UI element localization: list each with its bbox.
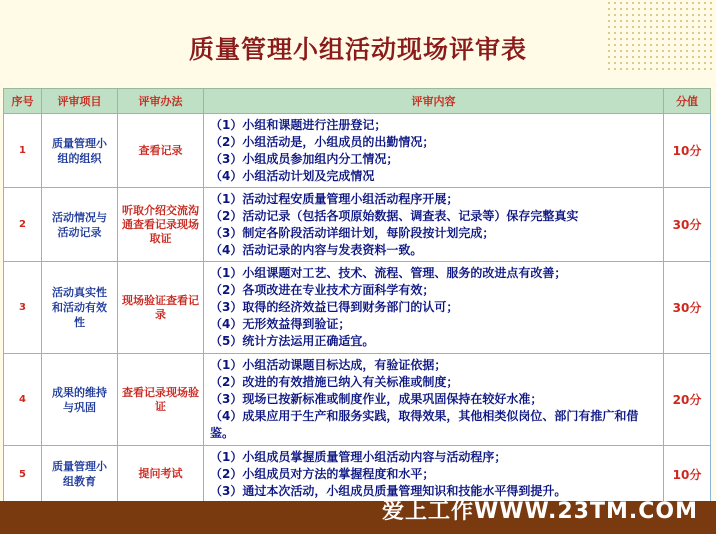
header-method: 评审办法: [118, 89, 204, 114]
review-content: [204, 114, 664, 188]
row-number: 4: [4, 354, 42, 446]
review-item: 质量管理小组的组织: [42, 114, 118, 188]
content-line: （3）小组成员参加组内分工情况；: [210, 151, 399, 166]
score-value: 20分: [664, 354, 711, 446]
header-content: 评审内容: [204, 89, 664, 114]
score-value: 30分: [664, 262, 711, 354]
review-method: 现场验证查看记录: [118, 262, 204, 354]
row-number: 5: [4, 446, 42, 503]
content-line: （2）小组活动是，小组成员的出勤情况；: [210, 134, 435, 149]
content-line: （1）小组课题对工艺、技术、流程、管理、服务的改进点有改善；: [210, 266, 567, 280]
content-line: （2）小组成员对方法的掌握程度和水平；: [210, 466, 435, 481]
content-line: （4）小组活动计划及完成情况: [210, 168, 375, 183]
review-content: [204, 354, 664, 446]
content-line: （4）无形效益得到验证；: [210, 317, 351, 331]
content-line: （4）成果应用于生产和服务实践，取得效果，其他相类似岗位、部门有推广和借鉴。: [210, 409, 639, 440]
content-line: （3）通过本次活动，小组成员质量管理知识和技能水平得到提升。: [210, 483, 567, 498]
table-row: [4, 354, 711, 446]
table-row: [4, 188, 711, 262]
row-number: 2: [4, 188, 42, 262]
review-method: 听取介绍交流沟通查看记录现场取证: [118, 188, 204, 262]
score-value: 30分: [664, 188, 711, 262]
review-method: 查看记录现场验证: [118, 354, 204, 446]
header-item: 评审项目: [42, 89, 118, 114]
page-title: 质量管理小组活动现场评审表: [188, 35, 527, 64]
header-score: 分值: [664, 89, 711, 114]
score-value: 10分: [664, 114, 711, 188]
review-item: 活动情况与活动记录: [42, 188, 118, 262]
review-item: 成果的维持与巩固: [42, 354, 118, 446]
content-line: （2）各项改进在专业技术方面科学有效；: [210, 283, 435, 297]
content-line: （3）现场已按新标准或制度作业，成果巩固保持在较好水准；: [210, 392, 543, 406]
review-method: 提问考试: [118, 446, 204, 503]
review-method: 查看记录: [118, 114, 204, 188]
review-item: 活动真实性和活动有效性: [42, 262, 118, 354]
watermark-text: 爱上工作WWW.23TM.COM: [382, 499, 698, 524]
content-line: （3）取得的经济效益已得到财务部门的认可；: [210, 300, 459, 314]
review-table: [3, 88, 711, 503]
content-line: （2）活动记录（包括各项原始数据、调查表、记录等）保存完整真实: [210, 208, 579, 223]
score-value: 10分: [664, 446, 711, 503]
header-no: 序号: [4, 89, 42, 114]
table-header-row: [4, 89, 711, 114]
table-row: [4, 114, 711, 188]
content-line: （5）统计方法运用正确适宜。: [210, 334, 375, 348]
content-line: （1）小组活动课题目标达成，有验证依据；: [210, 358, 447, 372]
content-line: （4）活动记录的内容与发表资料一致。: [210, 242, 423, 257]
content-line: （3）制定各阶段活动详细计划，每阶段按计划完成；: [210, 225, 495, 240]
content-line: （1）活动过程安质量管理小组活动程序开展；: [210, 191, 459, 206]
review-content: [204, 188, 664, 262]
review-item: 质量管理小组教育: [42, 446, 118, 503]
table-row: [4, 262, 711, 354]
row-number: 3: [4, 262, 42, 354]
row-number: 1: [4, 114, 42, 188]
content-line: （1）小组成员掌握质量管理小组活动内容与活动程序；: [210, 449, 507, 464]
content-line: （1）小组和课题进行注册登记；: [210, 117, 387, 132]
review-content: [204, 262, 664, 354]
content-line: （2）改进的有效措施已纳入有关标准或制度；: [210, 375, 459, 389]
